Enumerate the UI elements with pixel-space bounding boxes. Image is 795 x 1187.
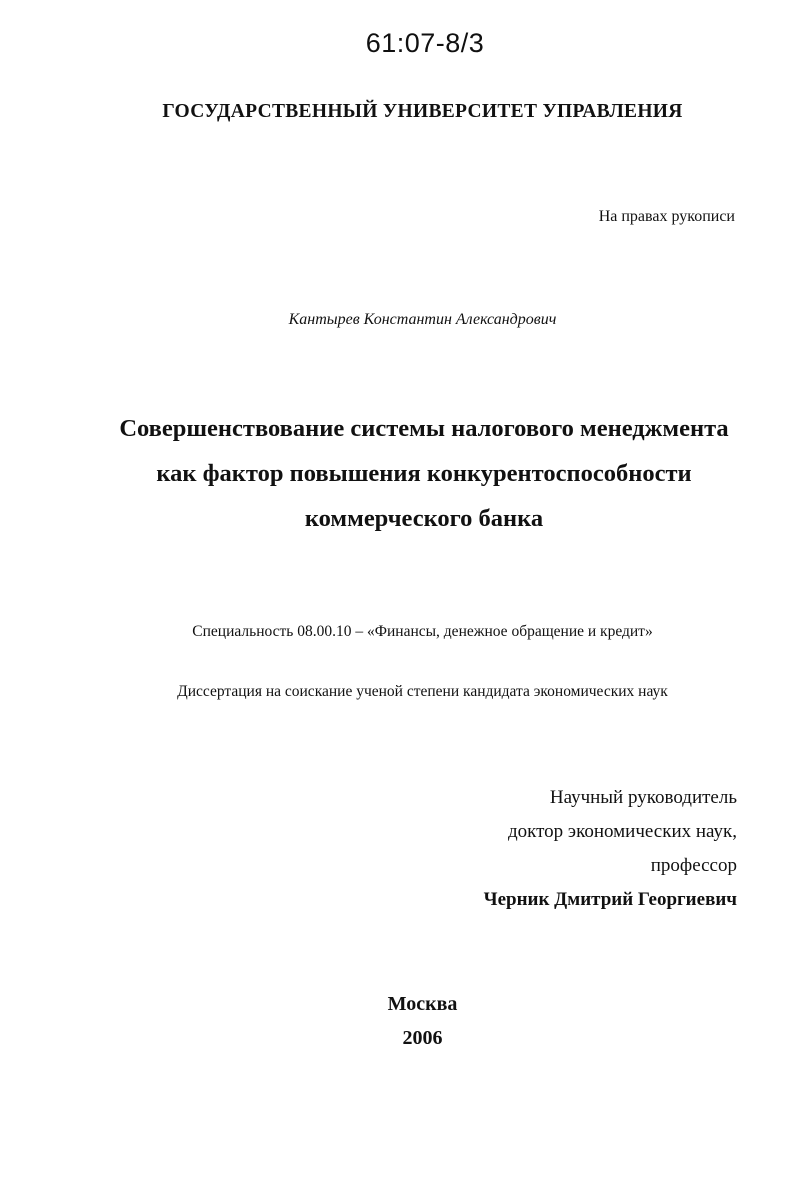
dissertation-degree-line: Диссертация на соискание ученой степени кандидата экономических наук [177, 683, 668, 700]
advisor-degree: доктор экономических наук, [507, 821, 737, 842]
catalog-stamp: 61:07-8/3 [365, 28, 485, 58]
title-line-2: как фактор повышения конкурентоспособности [156, 460, 692, 487]
advisor-rank: профессор [650, 855, 737, 876]
university-name: ГОСУДАРСТВЕННЫЙ УНИВЕРСИТЕТ УПРАВЛЕНИЯ [162, 101, 683, 122]
year: 2006 [402, 1027, 443, 1049]
advisor-name: Черник Дмитрий Георгиевич [483, 889, 737, 910]
title-line-3: коммерческого банка [304, 505, 544, 532]
title-line-1: Совершенствование системы налогового менеджмента [119, 415, 729, 442]
rights-note: На правах рукописи [598, 208, 735, 225]
city: Москва [387, 993, 458, 1015]
specialty-line: Специальность 08.00.10 – «Финансы, денежное обращение и кредит» [192, 623, 653, 640]
advisor-block [484, 781, 737, 917]
author-name: Кантырев Константин Александрович [288, 311, 557, 328]
dissertation-title [0, 406, 795, 541]
advisor-role: Научный руководитель [549, 787, 737, 808]
